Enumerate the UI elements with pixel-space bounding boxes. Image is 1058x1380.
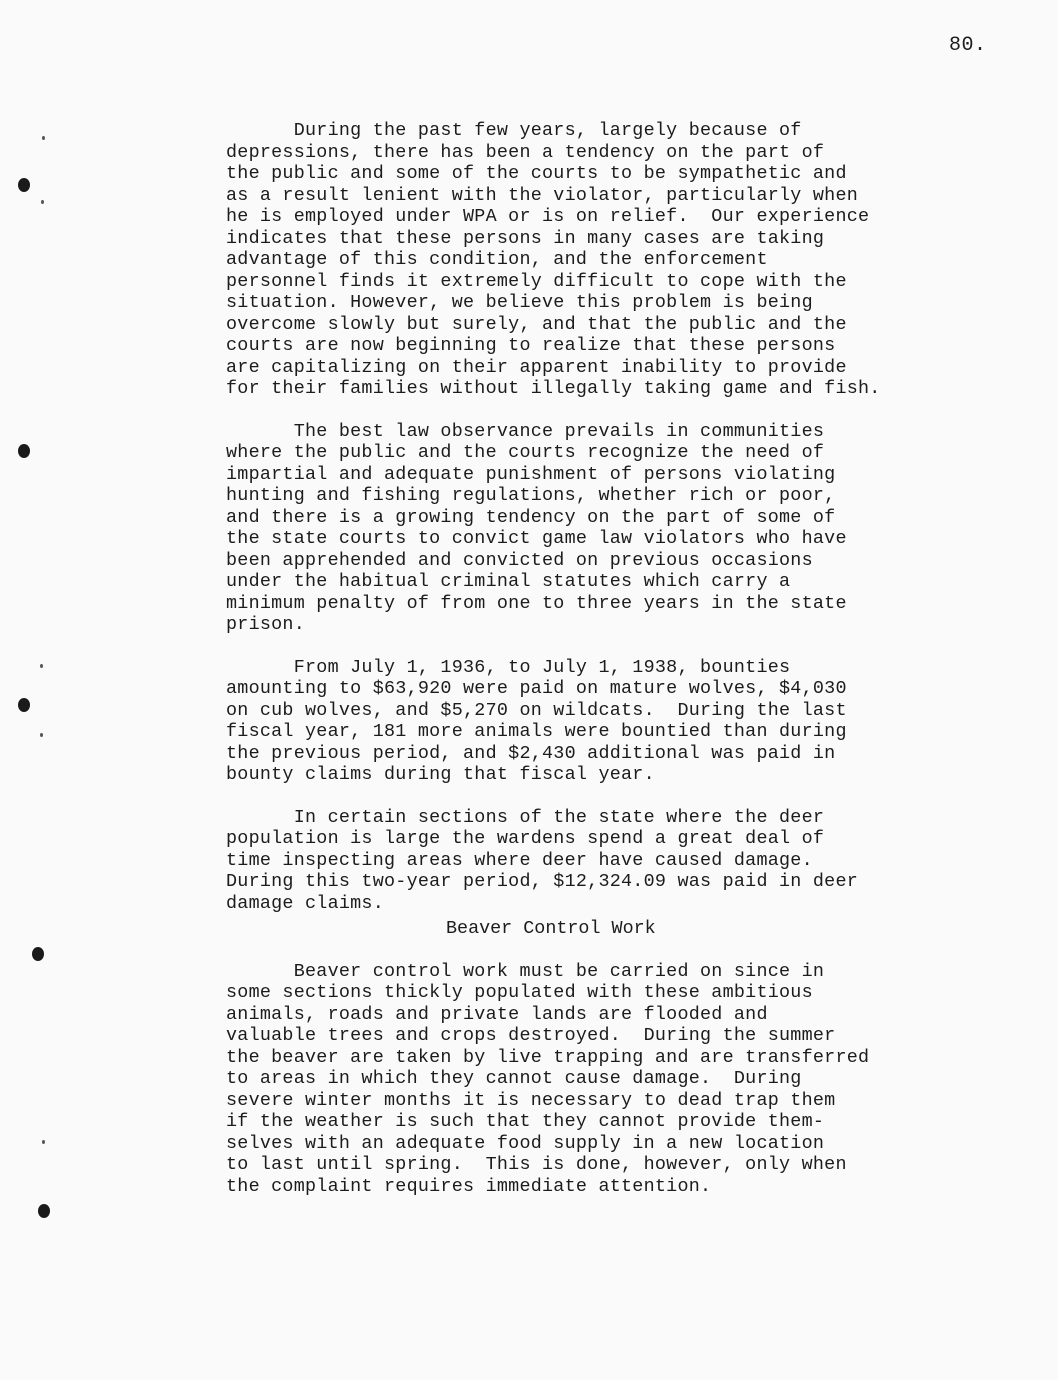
margin-speck xyxy=(41,200,44,204)
text-line: personnel finds it extremely difficult to cope with the xyxy=(226,270,847,292)
margin-speck xyxy=(42,1140,45,1144)
text-line: Beaver control work must be carried on since in xyxy=(226,960,825,982)
text-line: some sections thickly populated with these ambitious xyxy=(226,982,813,1003)
text-line: From July 1, 1936, to July 1, 1938, bounties xyxy=(226,656,791,678)
text-line: valuable trees and crops destroyed. During the summer xyxy=(226,1025,836,1046)
text-line: time inspecting areas where deer have caused damage. xyxy=(226,849,813,871)
text-line: as a result lenient with the violator, particularly when xyxy=(226,184,859,206)
text-line: to areas in which they cannot cause damage. During xyxy=(226,1068,802,1089)
text-line: courts are now beginning to realize that these persons xyxy=(226,335,836,356)
text-line: been apprehended and convicted on previous occasions xyxy=(226,549,813,571)
text-line: the beaver are taken by live trapping and are transferred xyxy=(226,1046,870,1068)
document-body xyxy=(226,120,1006,1218)
text-line: selves with an adequate food supply in a new location xyxy=(226,1132,825,1154)
text-line: During this two-year period, $12,324.09 was paid in deer xyxy=(226,871,859,892)
text-line: population is large the wardens spend a great deal of xyxy=(226,828,825,849)
binder-hole xyxy=(32,947,44,961)
text-line: overcome slowly but surely, and that the public and the xyxy=(226,313,847,335)
text-line: prison. xyxy=(226,614,306,635)
text-line: minimum penalty of from one to three years in the state xyxy=(226,592,847,614)
margin-speck xyxy=(40,733,43,737)
text-line: During the past few years, largely because of xyxy=(226,120,802,141)
text-line: situation. However, we believe this problem is being xyxy=(226,292,813,313)
page-number: 80. xyxy=(949,34,987,57)
text-line: and there is a growing tendency on the part of some of xyxy=(226,506,836,528)
text-line: are capitalizing on their apparent inability to provide xyxy=(226,356,847,378)
text-line: the complaint requires immediate attention. xyxy=(226,1175,712,1197)
margin-speck xyxy=(40,664,43,668)
text-line: under the habitual criminal statutes which carry a xyxy=(226,571,791,592)
text-line: impartial and adequate punishment of persons violating xyxy=(226,463,836,485)
text-line: if the weather is such that they cannot provide them- xyxy=(226,1111,825,1132)
text-line: the previous period, and $2,430 additional was paid in xyxy=(226,742,836,764)
text-line: the state courts to convict game law violators who have xyxy=(226,528,847,549)
text-line: where the public and the courts recognize the need of xyxy=(226,442,825,463)
text-line: animals, roads and private lands are flooded and xyxy=(226,1003,768,1025)
text-line: fiscal year, 181 more animals were bountied than during xyxy=(226,721,847,742)
text-line: on cub wolves, and $5,270 on wildcats. During the last xyxy=(226,699,847,721)
binder-hole xyxy=(18,444,30,458)
text-line: damage claims. xyxy=(226,892,385,914)
text-line: bounty claims during that fiscal year. xyxy=(226,764,655,785)
text-line: severe winter months it is necessary to dead trap them xyxy=(226,1089,836,1111)
text-line: for their families without illegally taking game and fish. xyxy=(226,378,881,399)
text-line: advantage of this condition, and the enforcement xyxy=(226,249,768,270)
margin-speck xyxy=(42,136,45,140)
text-line: depressions, there has been a tendency on the part of xyxy=(226,141,825,163)
binder-hole xyxy=(38,1204,50,1218)
paragraph-depressions xyxy=(226,120,1006,400)
text-line: indicates that these persons in many cases are taking xyxy=(226,227,825,249)
binder-hole xyxy=(18,698,30,712)
binder-hole xyxy=(18,178,30,192)
section-heading: Beaver Control Work xyxy=(446,918,656,939)
text-line: to last until spring. This is done, however, only when xyxy=(226,1154,847,1175)
paragraph-bounties xyxy=(226,657,1006,786)
text-line: In certain sections of the state where the deer xyxy=(226,806,825,828)
text-line: the public and some of the courts to be sympathetic and xyxy=(226,163,847,184)
paragraph-deer-damage xyxy=(226,807,1006,915)
text-line: he is employed under WPA or is on relief. Our experience xyxy=(226,206,870,227)
paragraph-law-observance xyxy=(226,421,1006,636)
text-line: hunting and fishing regulations, whether rich or poor, xyxy=(226,485,836,506)
paragraph-beaver-control xyxy=(226,961,1006,1198)
text-line: The best law observance prevails in communities xyxy=(226,420,825,442)
text-line: amounting to $63,920 were paid on mature wolves, $4,030 xyxy=(226,678,847,699)
